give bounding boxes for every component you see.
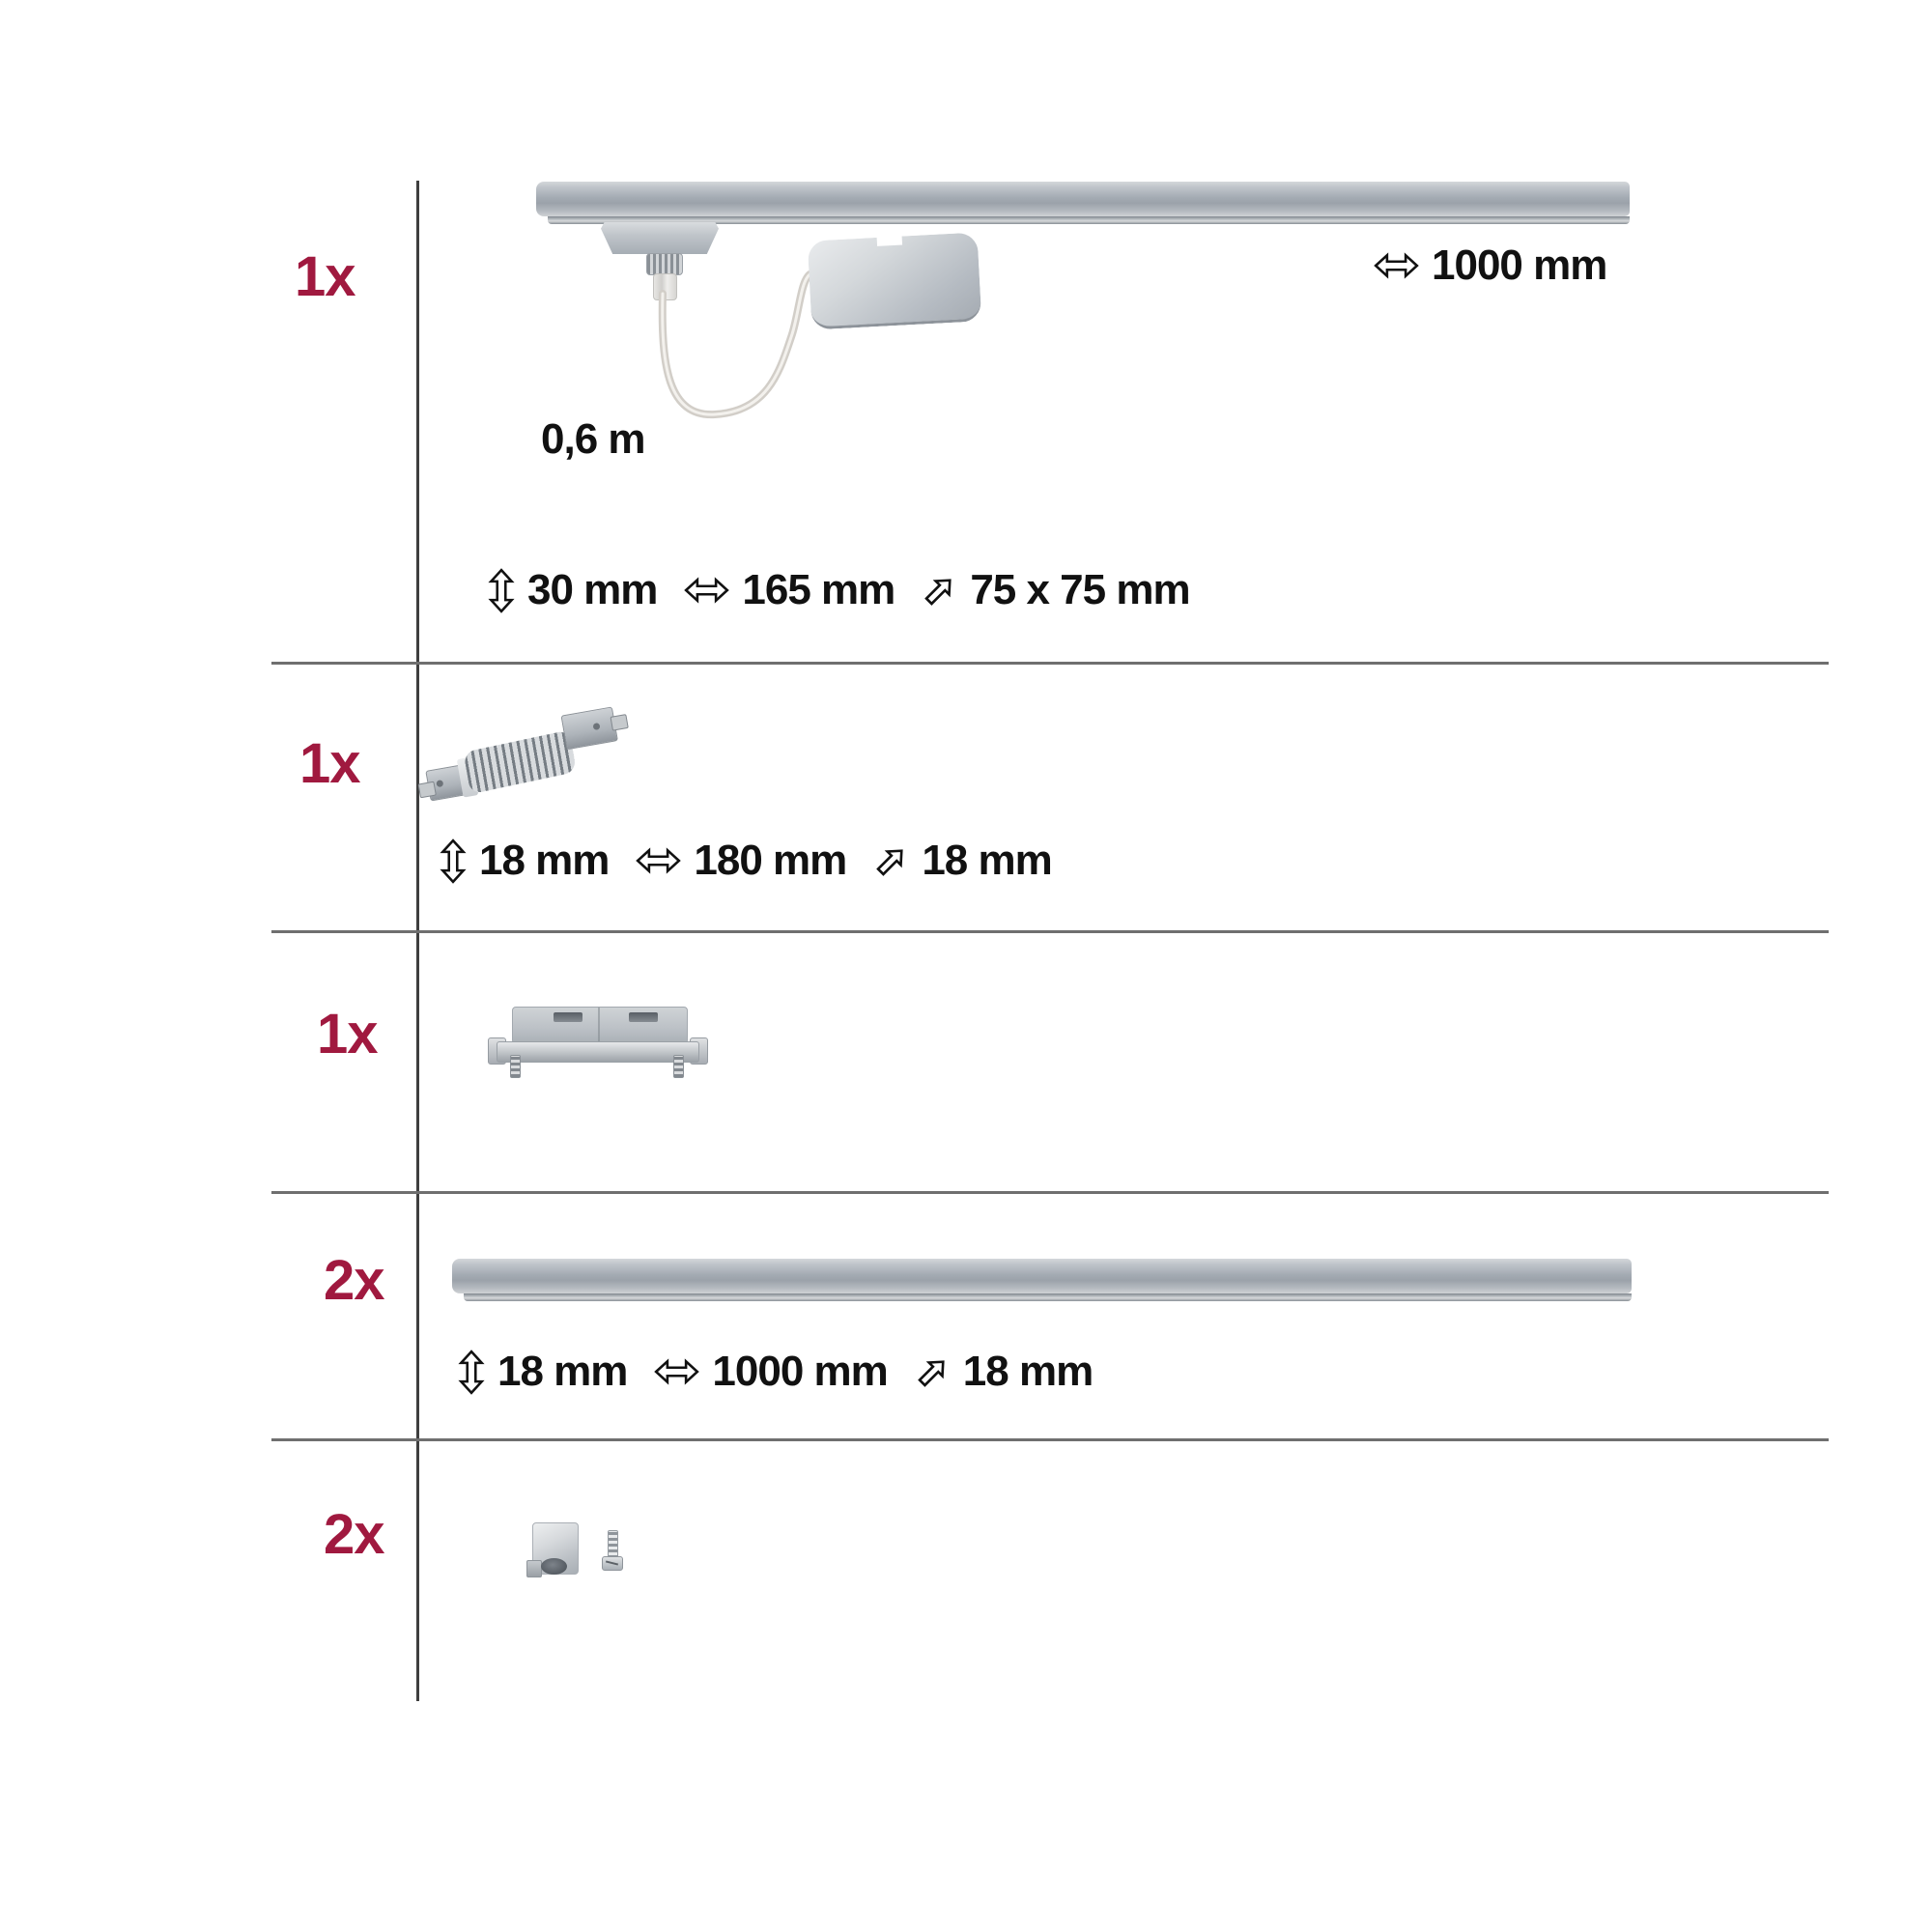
dimension-value: 18 mm bbox=[962, 1348, 1094, 1395]
coupler-screw bbox=[673, 1055, 684, 1078]
height-arrow-icon bbox=[458, 1350, 485, 1395]
width-arrow-icon bbox=[636, 847, 681, 874]
diagonal-arrow-icon bbox=[915, 1354, 951, 1390]
height-arrow-icon bbox=[440, 838, 467, 884]
row-separator bbox=[271, 1438, 1829, 1441]
end-cap-image bbox=[532, 1522, 579, 1575]
width-arrow-icon bbox=[684, 577, 729, 604]
coupler-clip bbox=[629, 1012, 658, 1022]
quantity-label: 1x bbox=[317, 1003, 378, 1065]
flex-connector-corrugation bbox=[464, 730, 577, 795]
flex-connector-clip bbox=[418, 781, 437, 799]
dimensions-row bbox=[458, 1348, 1093, 1396]
coupler-metal-strip bbox=[497, 1041, 699, 1063]
end-cap-foot bbox=[526, 1560, 542, 1577]
screw-head bbox=[602, 1556, 623, 1571]
track-length-dimension bbox=[1374, 242, 1606, 290]
dimension-value: 18 mm bbox=[479, 837, 610, 884]
width-arrow-icon bbox=[654, 1358, 699, 1385]
dimension-value: 180 mm bbox=[694, 837, 847, 884]
flex-connector-image bbox=[418, 697, 637, 838]
dimension-value: 1000 mm bbox=[1432, 242, 1607, 289]
cable-length-label: 0,6 m bbox=[541, 415, 645, 463]
row-separator bbox=[271, 662, 1829, 665]
track-rail-image bbox=[536, 182, 1630, 216]
track-rail-groove bbox=[464, 1293, 1632, 1301]
dimension-value: 18 mm bbox=[922, 837, 1052, 884]
quantity-label: 1x bbox=[299, 732, 360, 795]
dimension-value: 30 mm bbox=[527, 566, 658, 613]
quantity-label: 1x bbox=[295, 245, 355, 308]
coupler-body bbox=[512, 1007, 688, 1044]
coupler-clip bbox=[554, 1012, 582, 1022]
dimensions-row bbox=[440, 837, 1052, 885]
screw-icon bbox=[608, 1530, 618, 1559]
quantity-label: 2x bbox=[324, 1249, 384, 1312]
coupler-screw bbox=[510, 1055, 521, 1078]
row-separator bbox=[271, 930, 1829, 933]
flex-connector-end bbox=[560, 706, 617, 750]
end-cap-opening bbox=[541, 1558, 567, 1575]
vertical-divider bbox=[416, 181, 419, 1701]
power-feed-box-image bbox=[808, 232, 982, 329]
width-arrow-icon bbox=[1374, 252, 1419, 279]
height-arrow-icon bbox=[488, 568, 515, 613]
dimensions-row bbox=[488, 566, 1190, 614]
track-rail-image bbox=[452, 1259, 1632, 1293]
dimension-value: 75 x 75 mm bbox=[970, 566, 1190, 613]
quantity-label: 2x bbox=[324, 1503, 384, 1566]
dimension-value: 165 mm bbox=[742, 566, 895, 613]
dimension-value: 18 mm bbox=[497, 1348, 628, 1395]
dimension-value: 1000 mm bbox=[712, 1348, 888, 1395]
diagonal-arrow-icon bbox=[873, 843, 909, 879]
flex-connector-clip bbox=[610, 714, 628, 731]
feed-box-notch bbox=[876, 233, 902, 246]
diagonal-arrow-icon bbox=[922, 573, 957, 609]
row-separator bbox=[271, 1191, 1829, 1194]
